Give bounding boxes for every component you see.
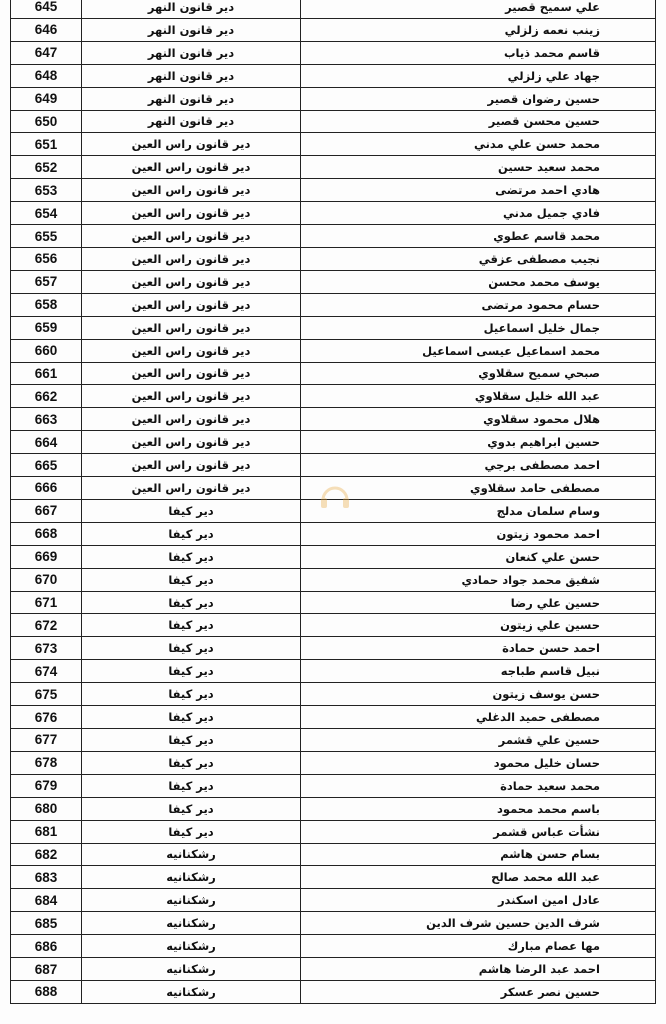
village-cell: دير قانون راس العين [82, 408, 301, 431]
row-number: 653 [11, 179, 82, 202]
table-row [11, 133, 656, 156]
name-cell: حسين نصر عسكر [301, 980, 656, 1003]
row-number: 670 [11, 568, 82, 591]
row-number: 650 [11, 110, 82, 133]
village-cell: رشكنانيه [82, 889, 301, 912]
table-row [11, 797, 656, 820]
name-cell: حسن علي كنعان [301, 545, 656, 568]
row-number: 662 [11, 385, 82, 408]
table-row [11, 18, 656, 41]
table-row [11, 545, 656, 568]
row-number: 645 [11, 0, 82, 18]
table-row [11, 729, 656, 752]
table-row [11, 225, 656, 248]
village-cell: دير كيفا [82, 797, 301, 820]
village-cell: دير قانون راس العين [82, 270, 301, 293]
table-row [11, 935, 656, 958]
name-cell: فادي جميل مدني [301, 202, 656, 225]
village-cell: دير كيفا [82, 729, 301, 752]
village-cell: دير قانون النهر [82, 64, 301, 87]
row-number: 671 [11, 591, 82, 614]
village-cell: دير كيفا [82, 614, 301, 637]
village-cell: دير قانون النهر [82, 18, 301, 41]
village-cell: دير قانون راس العين [82, 477, 301, 500]
row-number: 668 [11, 522, 82, 545]
table-row [11, 522, 656, 545]
table-row [11, 774, 656, 797]
name-cell: جهاد علي زلزلي [301, 64, 656, 87]
table-row [11, 889, 656, 912]
row-number: 657 [11, 270, 82, 293]
table-row [11, 270, 656, 293]
row-number: 674 [11, 660, 82, 683]
table-row [11, 247, 656, 270]
village-cell: دير قانون راس العين [82, 293, 301, 316]
table-row [11, 339, 656, 362]
row-number: 665 [11, 454, 82, 477]
village-cell: رشكنانيه [82, 843, 301, 866]
table-row [11, 64, 656, 87]
village-cell: دير كيفا [82, 820, 301, 843]
name-cell: احمد عبد الرضا هاشم [301, 958, 656, 981]
name-cell: عبد الله خليل سقلاوي [301, 385, 656, 408]
table-row [11, 87, 656, 110]
row-number: 649 [11, 87, 82, 110]
name-cell: صبحي سميح سقلاوي [301, 362, 656, 385]
village-cell: دير كيفا [82, 660, 301, 683]
name-cell: حسين علي قشمر [301, 729, 656, 752]
name-cell: حسين محسن قصير [301, 110, 656, 133]
village-cell: دير قانون راس العين [82, 316, 301, 339]
village-cell: دير قانون النهر [82, 87, 301, 110]
name-cell: حسان خليل محمود [301, 751, 656, 774]
table-row [11, 912, 656, 935]
row-number: 658 [11, 293, 82, 316]
table-row [11, 179, 656, 202]
row-number: 681 [11, 820, 82, 843]
table-row [11, 980, 656, 1003]
name-cell: نجيب مصطفى عزقي [301, 247, 656, 270]
name-cell: احمد مصطفى برجي [301, 454, 656, 477]
table-row [11, 385, 656, 408]
village-cell: دير قانون راس العين [82, 362, 301, 385]
name-cell: حسام محمود مرتضى [301, 293, 656, 316]
name-cell: بسام حسن هاشم [301, 843, 656, 866]
table-row [11, 293, 656, 316]
row-number: 664 [11, 431, 82, 454]
table-row [11, 156, 656, 179]
row-number: 687 [11, 958, 82, 981]
row-number: 679 [11, 774, 82, 797]
name-cell: زينب نعمه زلزلي [301, 18, 656, 41]
village-cell: دير قانون راس العين [82, 179, 301, 202]
name-cell: نبيل قاسم طباجه [301, 660, 656, 683]
name-cell: حسين ابراهيم بدوي [301, 431, 656, 454]
table-row [11, 454, 656, 477]
table-row [11, 683, 656, 706]
village-cell: رشكنانيه [82, 866, 301, 889]
name-cell: محمد سعيد حسين [301, 156, 656, 179]
row-number: 680 [11, 797, 82, 820]
village-cell: دير كيفا [82, 774, 301, 797]
row-number: 684 [11, 889, 82, 912]
row-number: 667 [11, 499, 82, 522]
row-number: 678 [11, 751, 82, 774]
village-cell: دير كيفا [82, 751, 301, 774]
row-number: 663 [11, 408, 82, 431]
village-cell: دير قانون النهر [82, 0, 301, 18]
village-cell: دير قانون راس العين [82, 202, 301, 225]
row-number: 661 [11, 362, 82, 385]
name-cell: مها عصام مبارك [301, 935, 656, 958]
table-row [11, 614, 656, 637]
row-number: 682 [11, 843, 82, 866]
table-row [11, 362, 656, 385]
name-cell: باسم محمد محمود [301, 797, 656, 820]
name-cell: محمد حسن علي مدني [301, 133, 656, 156]
village-cell: رشكنانيه [82, 980, 301, 1003]
name-cell: قاسم محمد ذياب [301, 41, 656, 64]
table-row [11, 110, 656, 133]
name-cell: مصطفى حامد سقلاوي [301, 477, 656, 500]
name-cell: محمد قاسم عطوي [301, 225, 656, 248]
table-row [11, 41, 656, 64]
name-cell: حسين علي رضا [301, 591, 656, 614]
village-cell: دير قانون النهر [82, 41, 301, 64]
name-cell: عادل امين اسكندر [301, 889, 656, 912]
row-number: 646 [11, 18, 82, 41]
name-cell: محمد اسماعيل عيسى اسماعيل [301, 339, 656, 362]
name-cell: احمد محمود زيتون [301, 522, 656, 545]
name-cell: علي سميح قصير [301, 0, 656, 18]
table-row [11, 431, 656, 454]
row-number: 656 [11, 247, 82, 270]
name-cell: شرف الدين حسين شرف الدين [301, 912, 656, 935]
name-cell: هلال محمود سقلاوي [301, 408, 656, 431]
row-number: 669 [11, 545, 82, 568]
name-cell: وسام سلمان مدلج [301, 499, 656, 522]
name-cell: نشأت عباس قشمر [301, 820, 656, 843]
row-number: 654 [11, 202, 82, 225]
name-cell: هادي احمد مرتضى [301, 179, 656, 202]
row-number: 666 [11, 477, 82, 500]
name-cell: حسين علي زيتون [301, 614, 656, 637]
row-number: 676 [11, 706, 82, 729]
name-cell: مصطفى حميد الدغلي [301, 706, 656, 729]
table-row [11, 591, 656, 614]
table-row [11, 408, 656, 431]
row-number: 683 [11, 866, 82, 889]
village-cell: دير كيفا [82, 637, 301, 660]
row-number: 659 [11, 316, 82, 339]
row-number: 660 [11, 339, 82, 362]
village-cell: دير قانون راس العين [82, 454, 301, 477]
village-cell: دير كيفا [82, 522, 301, 545]
row-number: 673 [11, 637, 82, 660]
village-cell: دير قانون راس العين [82, 339, 301, 362]
table-row [11, 958, 656, 981]
table-row [11, 637, 656, 660]
village-cell: دير كيفا [82, 706, 301, 729]
table-row [11, 866, 656, 889]
row-number: 685 [11, 912, 82, 935]
village-cell: دير قانون راس العين [82, 385, 301, 408]
village-cell: رشكنانيه [82, 935, 301, 958]
row-number: 675 [11, 683, 82, 706]
table-row [11, 660, 656, 683]
name-cell: شفيق محمد جواد حمادي [301, 568, 656, 591]
village-cell: دير قانون راس العين [82, 156, 301, 179]
name-cell: محمد سعيد حمادة [301, 774, 656, 797]
table-row [11, 820, 656, 843]
row-number: 677 [11, 729, 82, 752]
table-row [11, 751, 656, 774]
row-number: 647 [11, 41, 82, 64]
village-cell: دير قانون راس العين [82, 431, 301, 454]
row-number: 651 [11, 133, 82, 156]
row-number: 672 [11, 614, 82, 637]
table-row [11, 202, 656, 225]
row-number: 688 [11, 980, 82, 1003]
table-row [11, 0, 656, 18]
table-row [11, 568, 656, 591]
name-cell: حسين رضوان قصير [301, 87, 656, 110]
village-cell: دير قانون راس العين [82, 133, 301, 156]
name-cell: يوسف محمد محسن [301, 270, 656, 293]
village-cell: دير كيفا [82, 591, 301, 614]
name-cell: عبد الله محمد صالح [301, 866, 656, 889]
row-number: 648 [11, 64, 82, 87]
name-cell: احمد حسن حمادة [301, 637, 656, 660]
row-number: 686 [11, 935, 82, 958]
village-cell: دير كيفا [82, 499, 301, 522]
table-row [11, 316, 656, 339]
village-cell: دير كيفا [82, 683, 301, 706]
name-cell: حسن يوسف زيتون [301, 683, 656, 706]
table-row [11, 843, 656, 866]
village-cell: دير كيفا [82, 568, 301, 591]
village-cell: دير قانون راس العين [82, 247, 301, 270]
village-cell: دير قانون النهر [82, 110, 301, 133]
village-cell: دير قانون راس العين [82, 225, 301, 248]
row-number: 655 [11, 225, 82, 248]
row-number: 652 [11, 156, 82, 179]
name-cell: جمال خليل اسماعيل [301, 316, 656, 339]
village-cell: رشكنانيه [82, 958, 301, 981]
village-cell: دير كيفا [82, 545, 301, 568]
table-row [11, 706, 656, 729]
headphones-watermark-icon [318, 478, 352, 512]
village-cell: رشكنانيه [82, 912, 301, 935]
